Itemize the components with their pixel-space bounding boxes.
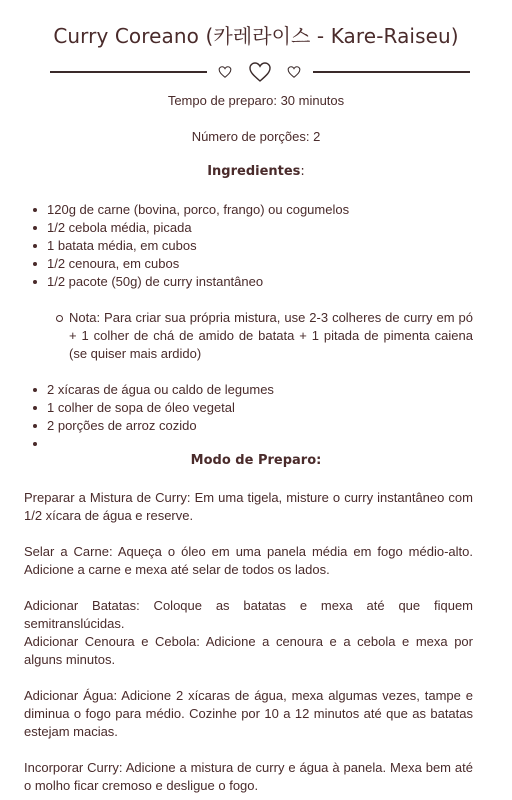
list-item: 1 batata média, em cubos	[47, 237, 487, 255]
list-item: 2 xícaras de água ou caldo de legumes	[47, 381, 487, 399]
ingredients-list	[47, 201, 487, 291]
method-heading: Modo de Preparo:	[190, 453, 322, 468]
ingredients-note: Nota: Para criar sua própria mistura, use 2-3 colheres de curry em pó + 1 colher de chá de amido de batata + 1 pitada de pimenta caiena (se quiser mais ardido)	[69, 310, 473, 361]
list-item: 120g de carne (bovina, porco, frango) ou cogumelos	[47, 201, 487, 219]
ingredients-heading-text: Ingredientes	[207, 164, 301, 179]
list-item-empty	[47, 435, 487, 453]
ingredients-heading	[0, 164, 512, 179]
small-heart-right-icon	[287, 65, 301, 79]
recipe-title: Curry Coreano (카레라이스 - Kare-Raiseu)	[53, 24, 459, 48]
large-heart-center-icon	[247, 60, 273, 84]
list-item: 2 porções de arroz cozido	[47, 417, 487, 435]
divider-line-left	[50, 71, 207, 73]
list-item: 1 colher de sopa de óleo vegetal	[47, 399, 487, 417]
step-paragraph: Incorporar Curry: Adicione a mistura de curry e água à panela. Mexa bem até o molho ficar cremoso e desligue o fogo.	[24, 760, 473, 793]
step-paragraph: Adicionar Cenoura e Cebola: Adicione a cenoura e a cebola e mexa por alguns minutos.	[24, 634, 473, 667]
step-paragraph: Adicionar Água: Adicione 2 xícaras de água, mexa algumas vezes, tampe e diminua o fogo para médio. Cozinhe por 10 a 12 minutos até que as batatas estejam macias.	[24, 688, 473, 739]
list-item: 1/2 pacote (50g) de curry instantâneo	[47, 273, 487, 291]
divider-line-right	[313, 71, 470, 73]
ingredients-heading-colon: :	[300, 164, 305, 179]
list-item: 1/2 cebola média, picada	[47, 219, 487, 237]
list-item: 1/2 cenoura, em cubos	[47, 255, 487, 273]
prep-time: Tempo de preparo: 30 minutos	[167, 93, 345, 108]
ingredients-list-more	[47, 381, 487, 453]
small-heart-left-icon	[218, 65, 232, 79]
step-paragraph: Preparar a Mistura de Curry: Em uma tigela, misture o curry instantâneo com 1/2 xícara de água e reserve.	[24, 490, 473, 523]
step-paragraph: Selar a Carne: Aqueça o óleo em uma panela média em fogo médio-alto. Adicione a carne e mexa até selar de todos os lados.	[24, 544, 473, 577]
heart-divider	[48, 60, 472, 84]
servings: Número de porções: 2	[191, 129, 321, 144]
ingredients-note-list	[69, 309, 473, 363]
step-paragraph: Adicionar Batatas: Coloque as batatas e mexa até que fiquem semitranslúcidas.	[24, 598, 473, 631]
